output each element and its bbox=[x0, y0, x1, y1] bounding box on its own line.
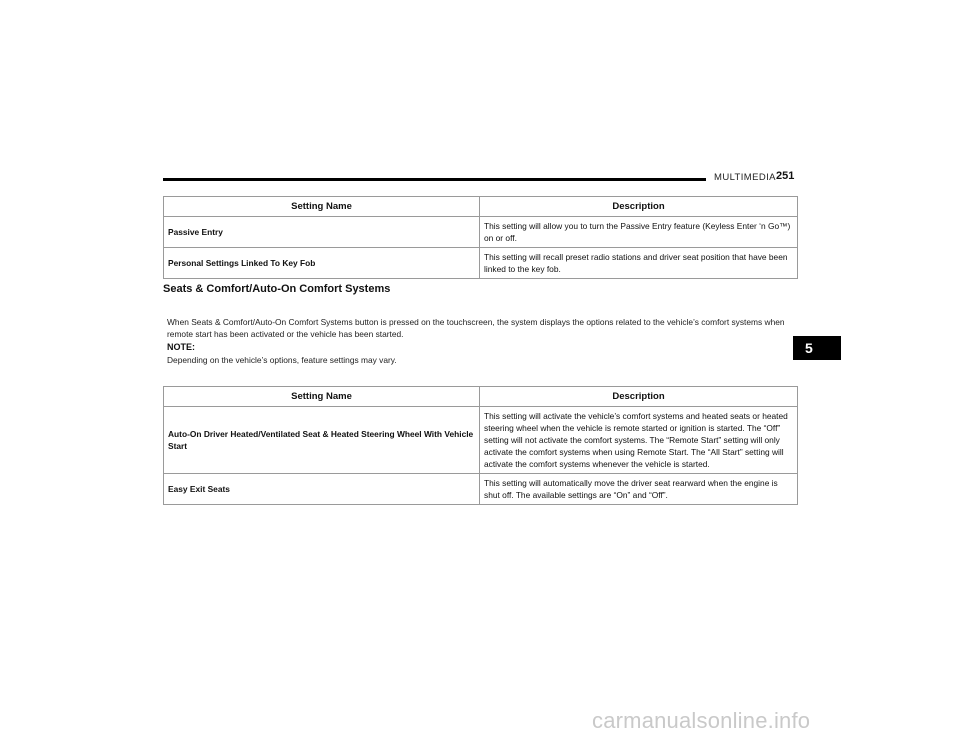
note-label: NOTE: bbox=[167, 342, 195, 352]
table-row bbox=[164, 217, 798, 248]
column-header-setting-name: Setting Name bbox=[164, 197, 480, 217]
setting-description-cell: This setting will automatically move the driver seat rearward when the engine is shut off. The available settings are “On” and “Off”. bbox=[480, 474, 798, 505]
chapter-tab: 5 bbox=[793, 336, 841, 360]
table-row bbox=[164, 474, 798, 505]
header-rule bbox=[163, 178, 706, 181]
section-intro-paragraph: When Seats & Comfort/Auto-On Comfort Systems button is pressed on the touchscreen, the system displays the options related to the vehicle’s comfort systems when remote start has been activated or the vehicle has been started. bbox=[167, 317, 785, 339]
setting-name-cell: Passive Entry bbox=[164, 217, 480, 248]
setting-name-cell: Auto-On Driver Heated/Ventilated Seat & Heated Steering Wheel With Vehicle Start bbox=[164, 407, 480, 474]
table-header-row bbox=[164, 197, 798, 217]
setting-name-cell: Easy Exit Seats bbox=[164, 474, 480, 505]
section-heading: Seats & Comfort/Auto-On Comfort Systems bbox=[163, 283, 391, 295]
column-header-description: Description bbox=[480, 387, 798, 407]
setting-description-cell: This setting will recall preset radio stations and driver seat position that have been linked to the key fob. bbox=[480, 248, 798, 279]
column-header-description: Description bbox=[480, 197, 798, 217]
watermark-text: carmanualsonline.info bbox=[592, 708, 811, 733]
settings-table-1 bbox=[163, 196, 798, 279]
table-row bbox=[164, 248, 798, 279]
page-number: 251 bbox=[776, 170, 795, 182]
table-header-row bbox=[164, 387, 798, 407]
header-section-title: MULTIMEDIA bbox=[714, 172, 776, 183]
setting-description-cell: This setting will activate the vehicle’s comfort systems and heated seats or heated steering wheel when the vehicle is remote started or ignition is started. The “Off” setting will not activate the comfort systems. The “Remote Start” setting will only activate the comfort systems when using Remote Start. The “All Start” setting will activate the comfort systems whenever the vehicle is started. bbox=[480, 407, 798, 474]
setting-name-cell: Personal Settings Linked To Key Fob bbox=[164, 248, 480, 279]
setting-description-cell: This setting will allow you to turn the Passive Entry feature (Keyless Enter ‘n Go™) on or off. bbox=[480, 217, 798, 248]
note-text: Depending on the vehicle’s options, feature settings may vary. bbox=[167, 355, 397, 365]
settings-table-2 bbox=[163, 386, 798, 505]
column-header-setting-name: Setting Name bbox=[164, 387, 480, 407]
table-row bbox=[164, 407, 798, 474]
